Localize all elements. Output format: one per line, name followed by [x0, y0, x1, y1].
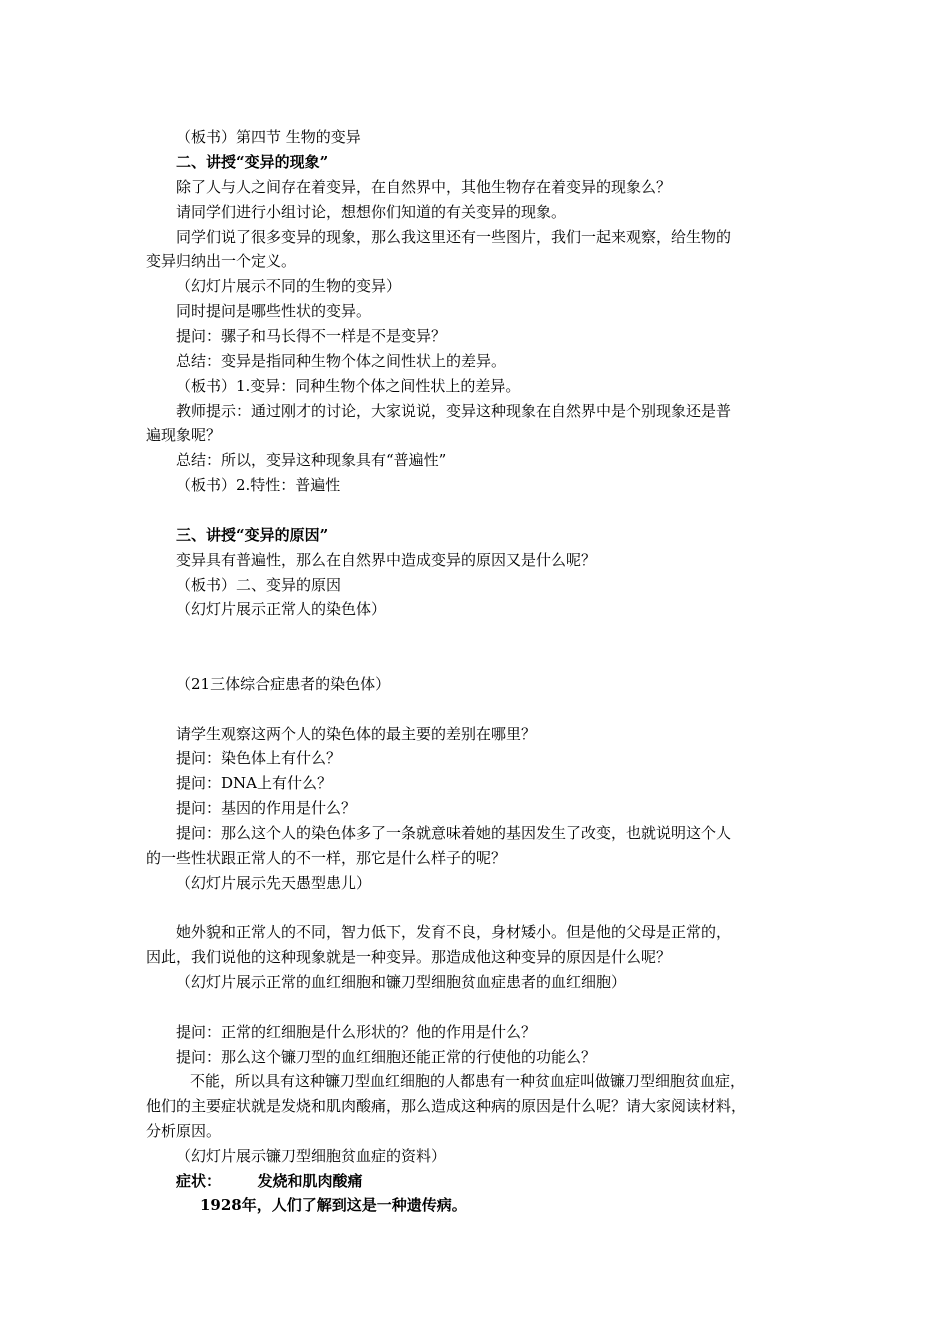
text-line: 总结：所以，变异这种现象具有“普遍性”	[176, 451, 447, 469]
text-line: 提问：骡子和马长得不一样是不是变异？	[176, 327, 447, 345]
text-line: 遍现象呢？	[146, 426, 222, 444]
text-line: （幻灯片展示镰刀型细胞贫血症的资料）	[176, 1147, 447, 1165]
text-line: 提问：染色体上有什么？	[176, 749, 342, 767]
symptom-line: 症状： 发烧和肌肉酸痛	[176, 1172, 363, 1190]
text-line: 请学生观察这两个人的染色体的最主要的差别在哪里？	[176, 725, 537, 743]
section-heading-variation-phenomenon: 二、讲授“变异的现象”	[176, 153, 329, 171]
text-line: （幻灯片展示正常人的染色体）	[176, 600, 387, 618]
text-line: 她外貌和正常人的不同，智力低下，发育不良，身材矮小。但是他的父母是正常的，	[176, 923, 732, 941]
text-line: （板书）二、变异的原因	[176, 576, 342, 594]
text-line: （21三体综合症患者的染色体）	[176, 675, 391, 693]
text-line: 同时提问是哪些性状的变异。	[176, 302, 372, 320]
text-line: （板书）1.变异：同种生物个体之间性状上的差异。	[176, 377, 521, 395]
text-line: 不能，所以具有这种镰刀型血红细胞的人都患有一种贫血症叫做镰刀型细胞贫血症，	[190, 1072, 746, 1090]
text-line: 提问：正常的红细胞是什么形状的？他的作用是什么？	[176, 1023, 537, 1041]
text-line: 提问：那么这个镰刀型的血红细胞还能正常的行使他的功能么？	[176, 1048, 597, 1066]
year-note-line: 1928年，人们了解到这是一种遗传病。	[200, 1196, 467, 1214]
text-line: （板书）2.特性：普遍性	[176, 476, 341, 494]
text-line: 变异具有普遍性，那么在自然界中造成变异的原因又是什么呢？	[176, 551, 597, 569]
text-line: 教师提示：通过刚才的讨论，大家说说，变异这种现象在自然界中是个别现象还是普	[176, 402, 732, 420]
section-heading-variation-cause: 三、讲授“变异的原因”	[176, 526, 329, 544]
text-line-board-title: （板书）第四节 生物的变异	[176, 128, 361, 146]
text-line: 分析原因。	[146, 1122, 222, 1140]
text-line: （幻灯片展示先天愚型患儿）	[176, 874, 372, 892]
text-line: 提问：DNA上有什么？	[176, 774, 332, 792]
text-line: 提问：基因的作用是什么？	[176, 799, 357, 817]
text-line: 因此，我们说他的这种现象就是一种变异。那造成他这种变异的原因是什么呢？	[146, 948, 672, 966]
text-line: 同学们说了很多变异的现象，那么我这里还有一些图片，我们一起来观察，给生物的	[176, 228, 732, 246]
text-line: 请同学们进行小组讨论，想想你们知道的有关变异的现象。	[176, 203, 567, 221]
text-line: （幻灯片展示正常的血红细胞和镰刀型细胞贫血症患者的血红细胞）	[176, 973, 627, 991]
text-line: 提问：那么这个人的染色体多了一条就意味着她的基因发生了改变，也就说明这个人	[176, 824, 732, 842]
text-line: 除了人与人之间存在着变异，在自然界中，其他生物存在着变异的现象么？	[176, 178, 672, 196]
text-line: （幻灯片展示不同的生物的变异）	[176, 277, 402, 295]
text-line: 总结：变异是指同种生物个体之间性状上的差异。	[176, 352, 507, 370]
text-line: 的一些性状跟正常人的不一样，那它是什么样子的呢？	[146, 849, 507, 867]
text-line: 变异归纳出一个定义。	[146, 252, 297, 270]
text-line: 他们的主要症状就是发烧和肌肉酸痛，那么造成这种病的原因是什么呢？请大家阅读材料，	[146, 1097, 747, 1115]
